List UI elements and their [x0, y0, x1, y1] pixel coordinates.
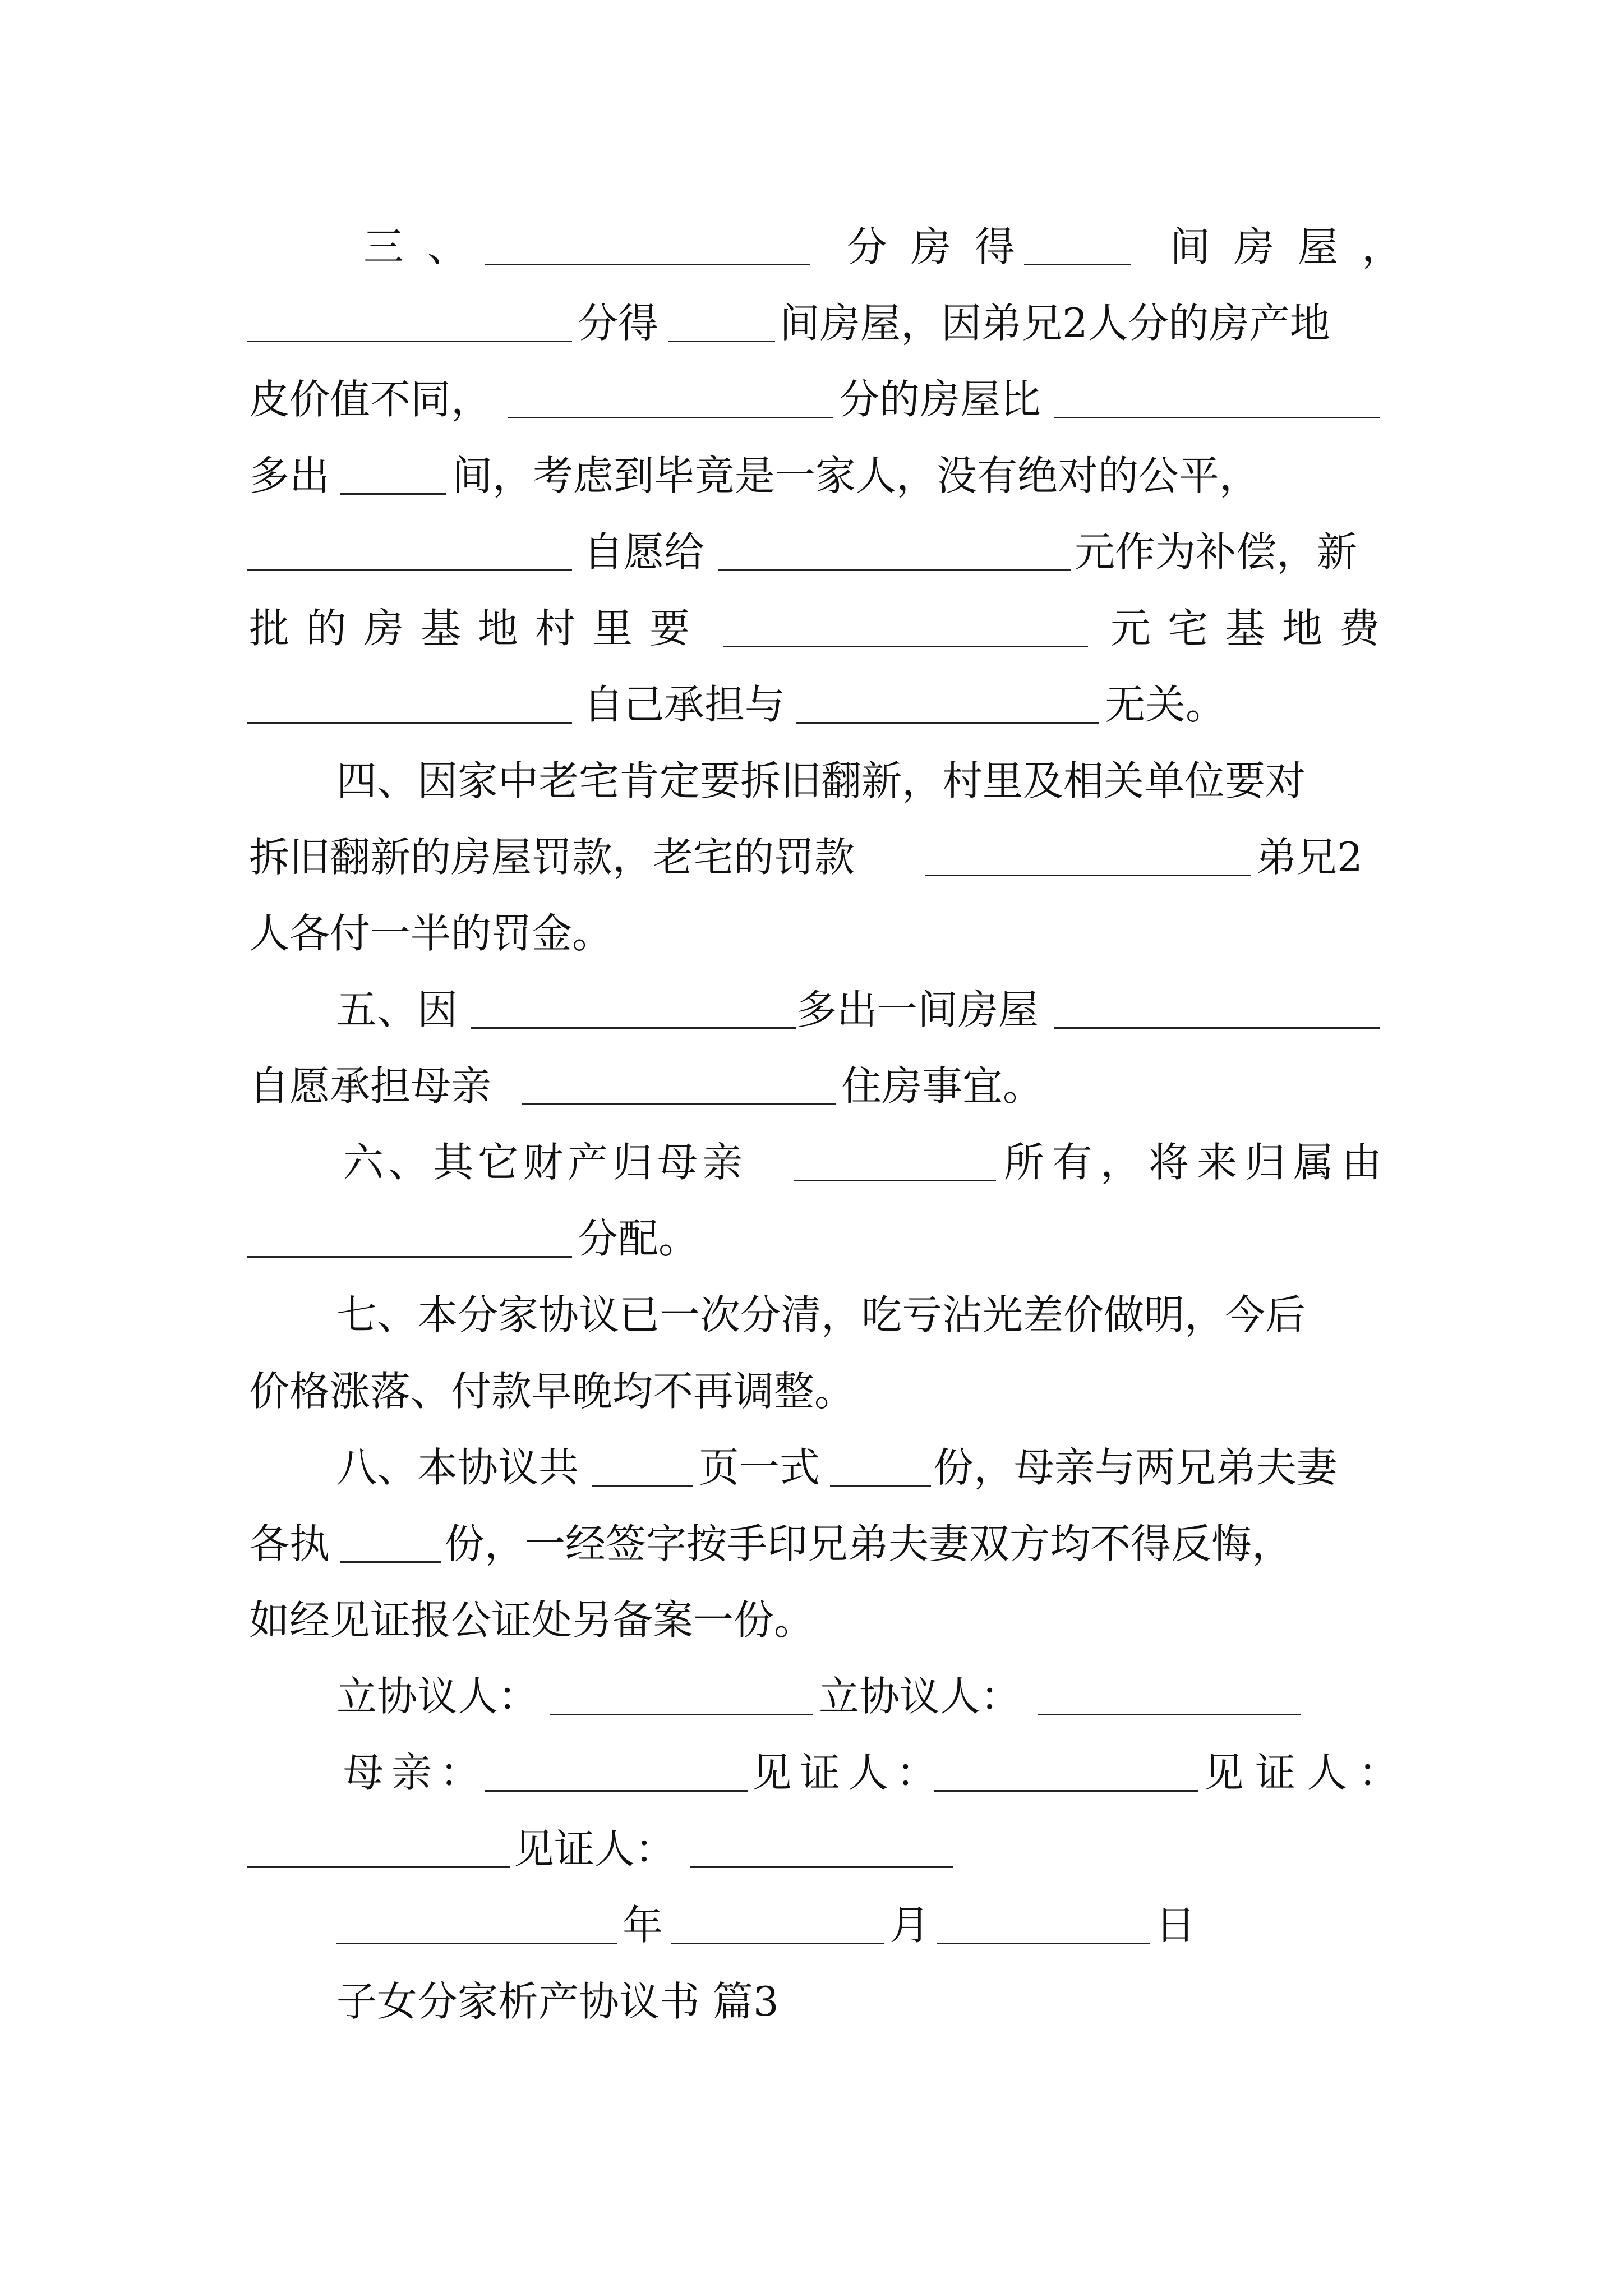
blank-field[interactable]	[247, 518, 572, 571]
text-segment-line1c: 间房屋，	[1170, 223, 1426, 270]
blank-field[interactable]	[247, 1204, 572, 1258]
paragraph-8-line-1b: 页一式	[699, 1444, 820, 1491]
paragraph-4-line-2b: 弟兄2	[1256, 834, 1363, 881]
witness-label-2: 见证人：	[1204, 1749, 1410, 1796]
blank-field[interactable]	[508, 365, 833, 418]
signature-field[interactable]	[247, 1815, 510, 1868]
paragraph-3-line-4: 多出	[249, 452, 330, 499]
paragraph-3-line-7: 自己承担与	[583, 681, 786, 728]
text-segment-line1b: 分房得	[847, 223, 1039, 270]
paragraph-3-line-2: 分得	[578, 300, 659, 347]
blank-field[interactable]	[592, 1433, 693, 1487]
text-segment: 三、	[363, 223, 492, 270]
signature-field[interactable]	[550, 1662, 813, 1715]
paragraph-3-line-1	[363, 208, 491, 286]
paragraph-5-line-1: 五、因	[336, 986, 458, 1033]
paragraph-3-line-3b: 分的房屋比	[839, 376, 1041, 423]
paragraph-8-line-1: 八、本协议共	[336, 1444, 579, 1491]
witness-label-1: 见证人：	[751, 1749, 945, 1796]
paragraph-5-line-2b: 住房事宜。	[841, 1062, 1044, 1110]
month-field[interactable]	[671, 1891, 884, 1944]
blank-field[interactable]	[668, 289, 775, 342]
day-label: 日	[1155, 1902, 1196, 1949]
blank-field[interactable]	[1054, 365, 1380, 418]
blank-field[interactable]	[718, 518, 1071, 571]
blank-field[interactable]	[247, 289, 572, 342]
paragraph-4-line-1: 四、因家中老宅肯定要拆旧翻新，村里及相关单位要对	[336, 757, 1306, 804]
mother-label: 母亲：	[343, 1749, 488, 1796]
paragraph-8-line-1c: 份，母亲与两兄弟夫妻	[933, 1444, 1338, 1491]
paragraph-3-line-6b: 元宅基地费	[1110, 605, 1397, 652]
paragraph-3-line-2b: 间房屋，因弟兄2人分的房产地	[780, 300, 1330, 347]
blank-field[interactable]	[485, 212, 810, 265]
paragraph-8-line-2: 各执	[249, 1520, 330, 1567]
paragraph-4-line-3: 人各付一半的罚金。	[249, 910, 613, 957]
blank-field[interactable]	[340, 1510, 441, 1563]
paragraph-3-line-4b: 间，考虑到毕竟是一家人，没有绝对的公平，	[452, 452, 1260, 499]
paragraph-6-line-2: 分配。	[578, 1215, 699, 1262]
blank-field[interactable]	[796, 670, 1099, 724]
blank-field[interactable]	[471, 976, 796, 1029]
blank-field[interactable]	[247, 670, 572, 724]
signature-field[interactable]	[690, 1815, 953, 1868]
paragraph-4-line-2: 拆旧翻新的房屋罚款，老宅的罚款	[249, 834, 855, 881]
blank-field[interactable]	[925, 823, 1251, 876]
year-field[interactable]	[336, 1891, 617, 1944]
paragraph-3-line-3: 皮价值不同，	[249, 376, 492, 423]
paragraph-7-line-1: 七、本分家协议已一次分清，吃亏沾光差价做明，今后	[336, 1291, 1306, 1338]
paragraph-3-line-5b: 元作为补偿，新	[1075, 528, 1358, 576]
day-field[interactable]	[937, 1891, 1150, 1944]
signer-label-2: 立协议人：	[819, 1673, 1021, 1720]
paragraph-5-line-2: 自愿承担母亲	[249, 1062, 492, 1110]
blank-field[interactable]	[794, 1128, 996, 1181]
blank-field[interactable]	[1024, 212, 1131, 265]
month-label: 月	[889, 1902, 930, 1949]
blank-field[interactable]	[830, 1433, 931, 1487]
blank-field[interactable]	[723, 594, 1088, 647]
paragraph-6-line-1b: 所有，将来归属由	[1004, 1139, 1390, 1186]
blank-field[interactable]	[522, 1052, 836, 1105]
signature-field[interactable]	[1038, 1662, 1301, 1715]
paragraph-8-line-2b: 份，一经签字按手印兄弟夫妻双方均不得反悔，	[444, 1520, 1293, 1567]
witness-label-3: 见证人：	[514, 1825, 676, 1872]
signature-field[interactable]	[485, 1738, 748, 1792]
paragraph-3-line-6: 批的房基地村里要	[249, 605, 707, 652]
year-label: 年	[623, 1902, 663, 1949]
paragraph-5-line-1b: 多出一间房屋	[796, 986, 1039, 1033]
section-heading: 子女分家析产协议书 篇3	[336, 1978, 779, 2025]
blank-field[interactable]	[340, 441, 446, 495]
paragraph-3-line-7b: 无关。	[1105, 681, 1227, 728]
paragraph-7-line-2: 价格涨落、付款早晚均不再调整。	[249, 1368, 855, 1415]
paragraph-3-line-5: 自愿给	[583, 528, 705, 576]
blank-field[interactable]	[1054, 976, 1380, 1029]
signer-label-1: 立协议人：	[336, 1673, 539, 1720]
paragraph-8-line-3: 如经见证报公证处另备案一份。	[249, 1596, 815, 1644]
paragraph-6-line-1: 六、其它财产归母亲	[343, 1139, 748, 1186]
signature-field[interactable]	[934, 1738, 1198, 1792]
